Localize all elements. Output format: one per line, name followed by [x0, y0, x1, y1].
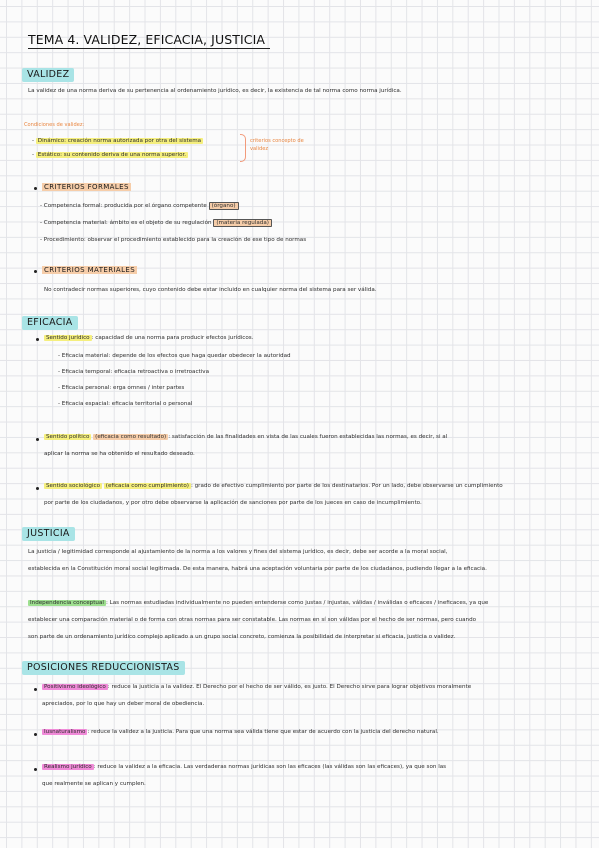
- justicia-p2-line2: establecer una comparación material o de forma con otras normas para ser constatable. Las normas en sí son válidas por el hecho de ser normas, pero cuando: [28, 617, 477, 623]
- realismo-line1: : reduce la validez a la eficacia. Las verdaderas normas jurídicas son las eficaces (las válidas son las eficaces), ya que son las: [93, 764, 447, 770]
- conditions-brace: [240, 134, 246, 162]
- eficacia-item-material: - Eficacia material: depende de los efectos que haga quedar obedecer la autoridad: [58, 353, 291, 359]
- iusnaturalismo-text: : reduce la validez a la justicia. Para que una norma sea válida tiene que estar de acuerdo con la justicia del derecho natural.: [87, 729, 439, 735]
- formal-item-1-text: Competencia formal: producida por el órgano competente: [43, 203, 207, 209]
- sentido-politico-line2: aplicar la norma se ha obtenido el resultado deseado.: [44, 451, 195, 457]
- sentido-politico: [44, 434, 447, 440]
- positivismo-line1: : reduce la justicia a la validez. El Derecho por el hecho de ser válido, es justo. El Derecho sirve para lograr objetivos moralmente: [107, 684, 472, 690]
- conditions-note: criterios concepto de validez: [250, 138, 304, 152]
- formal-item-2-tag: (materia regulada): [213, 219, 272, 227]
- sentido-sociologico-line2: por parte de los ciudadanos, y por otro debe observarse la aplicación de sanciones por parte de los jueces en caso de incumplimiento.: [44, 500, 422, 506]
- sentido-juridico-label: Sentido jurídico: [46, 335, 90, 341]
- formal-item-1-tag: (órgano): [209, 202, 239, 210]
- sentido-sociologico-label: Sentido sociológico: [46, 483, 101, 489]
- realismo-label: Realismo jurídico: [44, 764, 92, 770]
- eficacia-item-espacial: - Eficacia espacial: eficacia territorial o personal: [58, 401, 193, 407]
- justicia-p1-line2: establecida en la Constitución moral social legitimada. De esta manera, habrá una aceptación voluntaria por parte de los ciudadanos, pudiendo llegar a la eficacia.: [28, 566, 487, 572]
- eficacia-item-personal: - Eficacia personal: erga omnes / inter partes: [58, 385, 185, 391]
- sentido-politico-line1: : satisfacción de las finalidades en vista de las cuales fueron establecidas las normas, es decir, si al: [168, 434, 448, 440]
- criterios-materiales-text: No contradecir normas superiores, cuyo contenido debe estar incluido en cualquier norma del sistema para ser válida.: [44, 287, 377, 293]
- condition-estatico: - Estático: su contenido deriva de una norma superior.: [32, 152, 187, 158]
- realismo: [42, 764, 446, 770]
- formal-item-3: - Procedimiento: observar el procedimiento establecido para la creación de ese tipo de normas: [40, 237, 307, 243]
- eficacia-item-espacial-text: Eficacia espacial: eficacia territorial o personal: [61, 401, 193, 407]
- condition-dinamico: - Dinámico: creación norma autorizada por otra del sistema: [32, 138, 202, 144]
- section-heading-posiciones: POSICIONES REDUCCIONISTAS: [22, 661, 185, 675]
- sentido-politico-label: Sentido político: [46, 434, 90, 440]
- formal-item-1: - Competencia formal: producida por el órgano competente (órgano): [40, 203, 239, 209]
- positivismo-line2: apreciados, por lo que hay un deber moral de obediencia.: [42, 701, 205, 707]
- eficacia-item-temporal: - Eficacia temporal: eficacia retroactiva o irretroactiva: [58, 369, 210, 375]
- positivismo-label: Positivismo ideológico: [44, 684, 106, 690]
- conditions-title: Condiciones de validez:: [24, 122, 85, 128]
- eficacia-item-material-text: Eficacia material: depende de los efectos que haga quedar obedecer la autoridad: [61, 353, 291, 359]
- iusnaturalismo-label: Iusnaturalismo: [44, 729, 86, 735]
- justicia-p2-line3: son parte de un ordenamiento jurídico complejo aplicado a un grupo social concreto, comienza la posibilidad de interpretar si eficacia, justicia o validez.: [28, 634, 456, 640]
- bullet-positivismo: [34, 688, 37, 691]
- sentido-juridico: [44, 335, 254, 341]
- eficacia-item-personal-text: Eficacia personal: erga omnes / inter partes: [61, 385, 185, 391]
- realismo-line2: que realmente se aplican y cumplen.: [42, 781, 146, 787]
- sentido-sociologico: [44, 483, 503, 489]
- criterios-formales-heading: CRITERIOS FORMALES: [44, 183, 129, 191]
- formal-item-2-text: Competencia material: ámbito es el objeto de su regulación: [43, 220, 212, 226]
- page-title: TEMA 4. VALIDEZ, EFICACIA, JUSTICIA: [28, 32, 266, 47]
- bullet-formales: [34, 187, 37, 190]
- formal-item-2: - Competencia material: ámbito es el objeto de su regulación (materia regulada): [40, 220, 272, 226]
- bullet-juridico: [36, 338, 39, 341]
- independencia-label: Independencia conceptual: [30, 600, 104, 606]
- criterios-materiales-heading: CRITERIOS MATERIALES: [44, 266, 136, 274]
- section-heading-eficacia: EFICACIA: [22, 316, 78, 330]
- sentido-sociologico-line1: : grado de efectivo cumplimiento por parte de los destinatarios. Por un lado, debe observarse un cumplimiento: [190, 483, 503, 489]
- sentido-politico-label2: (eficacia como resultado): [95, 434, 167, 440]
- sentido-juridico-text: : capacidad de una norma para producir efectos jurídicos.: [91, 335, 254, 341]
- section-heading-justicia: JUSTICIA: [22, 527, 75, 541]
- justicia-p2-line1: [28, 600, 488, 606]
- bullet-realismo: [34, 768, 37, 771]
- bullet-materiales: [34, 270, 37, 273]
- bullet-iusnaturalismo: [34, 733, 37, 736]
- bullet-sociologico: [36, 487, 39, 490]
- condition-estatico-text: Estático: su contenido deriva de una norma superior.: [37, 152, 187, 158]
- sentido-sociologico-label2: (eficacia como cumplimiento): [105, 483, 189, 489]
- formal-item-3-text: Procedimiento: observar el procedimiento establecido para la creación de ese tipo de normas: [43, 237, 307, 243]
- iusnaturalismo: [42, 729, 439, 735]
- positivismo: [42, 684, 471, 690]
- eficacia-item-temporal-text: Eficacia temporal: eficacia retroactiva o irretroactiva: [61, 369, 210, 375]
- bullet-politico: [36, 438, 39, 441]
- section-heading-validez: VALIDEZ: [22, 68, 74, 82]
- validez-definition: La validez de una norma deriva de su pertenencia al ordenamiento jurídico, es decir, la existencia de tal norma como norma jurídica.: [28, 88, 402, 94]
- title-underline: [28, 48, 270, 49]
- condition-dinamico-text: Dinámico: creación norma autorizada por otra del sistema: [37, 138, 202, 144]
- justicia-p1-line1: La justicia / legitimidad corresponde al ajustamiento de la norma a los valores y fines del sistema jurídico, es decir, debe ser acorde a la moral social,: [28, 549, 448, 555]
- justicia-p2-line1-text: : Las normas estudiadas individualmente no pueden entenderse como justas / injustas, válidas / inválidas o eficaces / ineficaces, ya que: [105, 600, 489, 606]
